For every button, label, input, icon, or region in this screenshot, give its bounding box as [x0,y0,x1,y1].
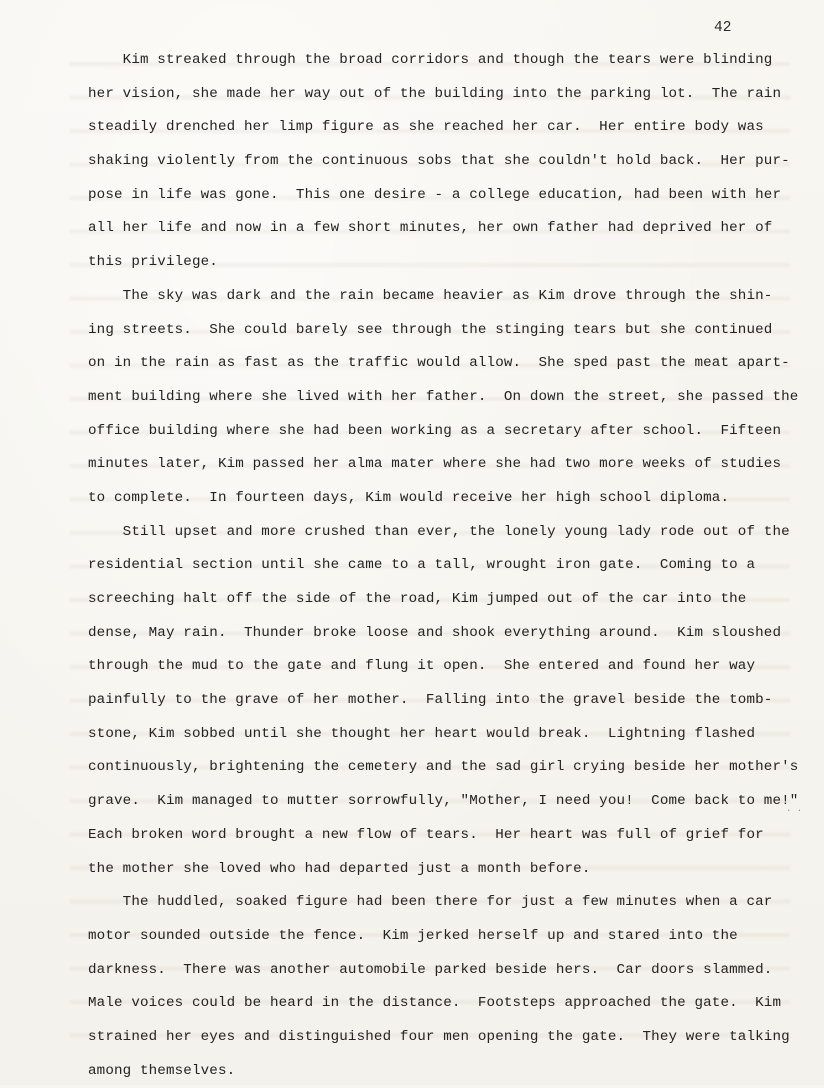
text-line: The huddled, soaked figure had been there for just a few minutes when a car [88,894,773,911]
paragraph-4 [88,886,790,1088]
text-line: her vision, she made her way out of the building into the parking lot. The rain [88,85,782,102]
paragraph-2 [88,280,799,516]
text-line: Kim streaked through the broad corridors and though the tears were blinding [88,52,773,68]
text-line: dense, May rain. Thunder broke loose and shook everything around. Kim sloushed [88,624,782,641]
text-line: all her life and now in a few short minutes, her own father had deprived her of [88,220,773,237]
story-body [88,44,799,1088]
text-line: the mother she loved who had departed just a month before. [88,860,591,877]
text-line: grave. Kim managed to mutter sorrowfully, "Mother, I need you! Come back to me!" [88,793,799,810]
text-line: among themselves. [88,1062,236,1079]
text-line: to complete. In fourteen days, Kim would receive her high school diploma. [88,489,730,506]
text-line: darkness. There was another automobile parked beside hers. Car doors slammed. [88,961,773,978]
text-line: on in the rain as fast as the traffic would allow. She sped past the meat apart- [88,355,790,372]
paragraph-3 [88,516,799,887]
text-line: residential section until she came to a tall, wrought iron gate. Coming to a [88,557,756,574]
text-line: office building where she had been working as a secretary after school. Fifteen [88,422,782,439]
text-line: steadily drenched her limp figure as she reached her car. Her entire body was [88,119,764,136]
text-line: pose in life was gone. This one desire - a college education, had been with her [88,186,782,203]
text-line: Still upset and more crushed than ever, the lonely young lady rode out of the [88,523,790,540]
text-line: painfully to the grave of her mother. Falling into the gravel beside the tomb- [88,692,773,709]
page-number: 42 [714,20,732,36]
text-line: stone, Kim sobbed until she thought her heart would break. Lightning flashed [88,725,756,742]
text-line: shaking violently from the continuous sobs that she couldn't hold back. Her pur- [88,153,790,170]
text-line: ment building where she lived with her father. On down the street, she passed the [88,388,799,405]
text-line: screeching halt off the side of the road, Kim jumped out of the car into the [88,591,747,607]
text-line: through the mud to the gate and flung it open. She entered and found her way [88,658,756,675]
stray-ink-mark: · · [786,806,803,816]
text-line: Male voices could be heard in the distance. Footsteps approached the gate. Kim [88,995,782,1012]
text-line: minutes later, Kim passed her alma mater where she had two more weeks of studies [88,456,782,473]
paragraph-1 [88,44,790,280]
text-line: strained her eyes and distinguished four men opening the gate. They were talking [88,1028,790,1045]
text-line: The sky was dark and the rain became heavier as Kim drove through the shin- [88,287,773,304]
text-line: continuously, brightening the cemetery and the sad girl crying beside her mother's [88,759,799,776]
text-line: ing streets. She could barely see through the stinging tears but she continued [88,321,773,338]
text-line: motor sounded outside the fence. Kim jerked herself up and stared into the [88,927,738,944]
text-line: this privilege. [88,254,218,271]
text-line: Each broken word brought a new flow of tears. Her heart was full of grief for [88,826,764,843]
